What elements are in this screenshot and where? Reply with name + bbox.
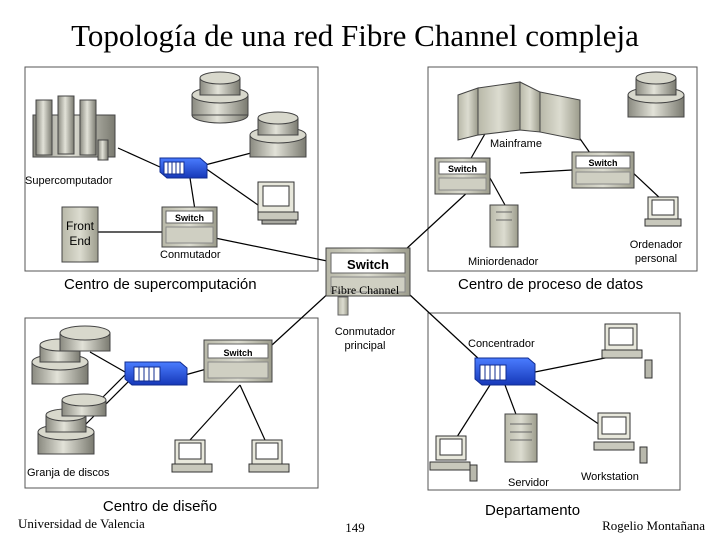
- server-label: Servidor: [508, 477, 549, 489]
- switch-text: Switch: [447, 164, 478, 174]
- workstation-label: Workstation: [581, 471, 639, 483]
- front-end-label: Front: [65, 219, 95, 233]
- switch-label: Conmutador: [160, 249, 221, 261]
- hub-icon: [125, 362, 187, 385]
- hub-icon: [160, 158, 207, 178]
- disk-stack-icon: [628, 72, 684, 117]
- page-number: 149: [345, 520, 365, 535]
- server-icon: [505, 414, 537, 462]
- hub-label: Concentrador: [468, 338, 535, 350]
- footer-left: Universidad de Valencia: [18, 516, 145, 531]
- switch-text: Switch: [588, 158, 618, 168]
- disk-stack-icon: [192, 72, 248, 123]
- pc-label: Ordenador: [629, 239, 683, 251]
- computer-icon: [258, 182, 298, 224]
- supercomputer-label: Supercomputador: [25, 175, 113, 187]
- minicomputer-icon: [490, 205, 518, 247]
- pc-label-line2: personal: [634, 253, 678, 265]
- switch-text: Switch: [223, 348, 253, 358]
- mainframe-label: Mainframe: [490, 138, 542, 150]
- front-end-label-line2: End: [69, 234, 91, 248]
- disk-stack-icon: [60, 326, 110, 351]
- disk-farm-label: Granja de discos: [27, 467, 110, 479]
- page-title: Topología de una red Fibre Channel compleja: [71, 18, 639, 53]
- main-switch-text: Switch: [347, 257, 389, 272]
- footer-right: Rogelio Montañana: [602, 518, 705, 533]
- switch-text: Switch: [174, 213, 205, 223]
- zone-name-proceso-datos: Centro de proceso de datos: [458, 276, 644, 293]
- main-switch-caption: Conmutador: [334, 326, 396, 338]
- zone-name-departamento: Departamento: [485, 502, 581, 519]
- switch-icon: [204, 340, 272, 382]
- fibre-channel-label: Fibre Channel: [330, 283, 400, 297]
- zone-name-diseno: Centro de diseño: [102, 498, 218, 515]
- disk-stack-icon: [250, 112, 306, 157]
- zone-name-supercomputacion: Centro de supercomputación: [64, 276, 257, 293]
- computer-icon: [645, 197, 681, 226]
- hub-icon: [475, 358, 535, 385]
- disk-stack-icon: [62, 394, 106, 416]
- main-switch-caption-line2: principal: [344, 340, 386, 352]
- minicomputer-label: Miniordenador: [468, 256, 539, 268]
